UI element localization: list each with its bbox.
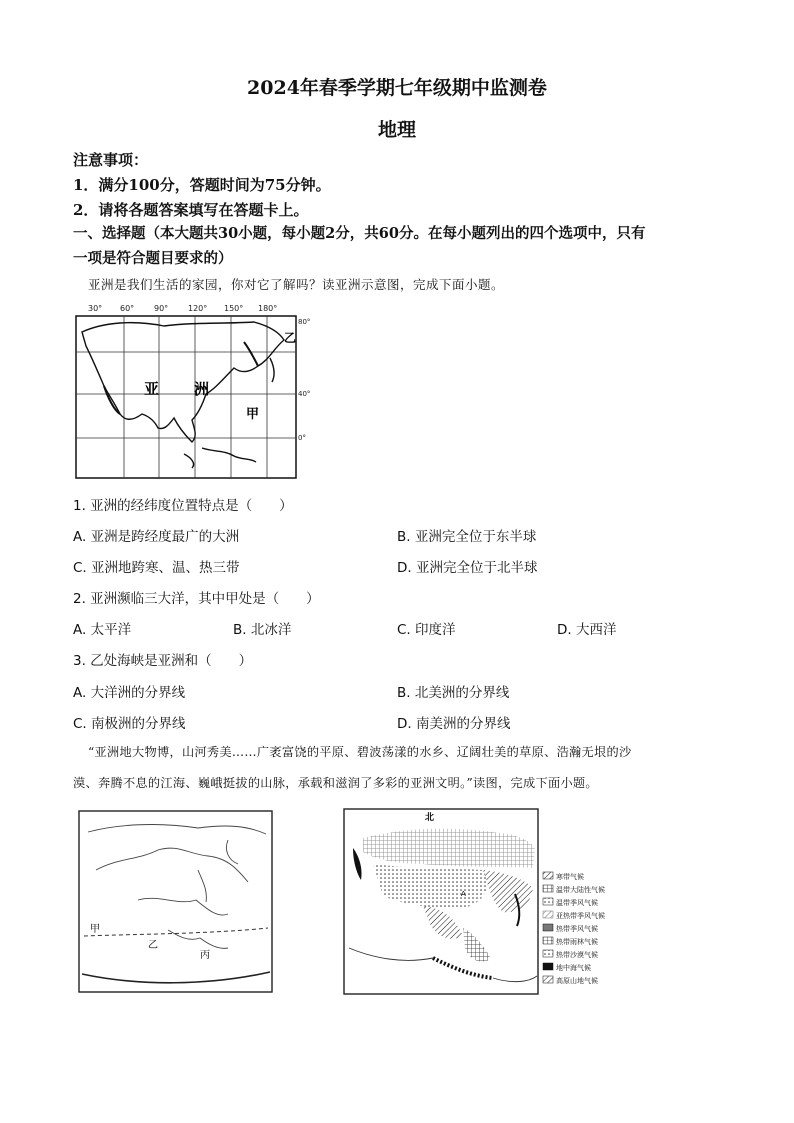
q3-option-b[interactable]: B. 北美洲的分界线 [397, 685, 510, 701]
notes-heading: 注意事项： [73, 151, 149, 169]
climate-legend [543, 872, 605, 985]
q3-option-a[interactable]: A. 大洋洲的分界线 [73, 685, 186, 701]
lat-label-40: 40° [298, 390, 311, 398]
lon-label-90: 90° [154, 304, 169, 313]
asia-climate-map [343, 808, 618, 996]
map-lat-labels [298, 318, 310, 442]
q1-option-c[interactable]: C. 亚洲地跨寒、温、热三带 [73, 560, 240, 576]
lat-label-0: 0° [298, 434, 306, 442]
legend-item-3: 温带季风气候 [556, 899, 598, 907]
q2-option-c[interactable]: C. 印度洋 [397, 622, 456, 638]
equator-curve [82, 972, 270, 983]
lon-label-60: 60° [120, 304, 135, 313]
q3-option-d[interactable]: D. 南美洲的分界线 [397, 716, 511, 732]
legend-item-1: 寒带气候 [556, 873, 584, 881]
legend-item-8: 地中海气候 [556, 964, 591, 972]
q1-option-b[interactable]: B. 亚洲完全位于东半球 [397, 529, 537, 545]
q2-option-d[interactable]: D. 大西洋 [557, 622, 617, 638]
q2-option-a[interactable]: A. 太平洋 [73, 622, 132, 638]
q2-option-b[interactable]: B. 北冰洋 [233, 622, 292, 638]
note-item-2: 2．请将各题答案填写在答题卡上。 [73, 201, 309, 219]
page-title: 2024年春季学期七年级期中监测卷 [247, 77, 547, 99]
lon-label-120: 120° [188, 304, 208, 313]
q1-option-d[interactable]: D. 亚洲完全位于北半球 [397, 560, 538, 576]
outline-map-coast [88, 825, 266, 949]
asia-map [74, 302, 324, 482]
asia-outline-map [78, 810, 274, 994]
intro-text-2-line1: “亚洲地大物博，山河秀美……广袤富饶的平原、碧波荡漾的水乡、辽阔壮美的草原、浩瀚无垠的沙 [88, 745, 632, 759]
lon-label-30: 30° [88, 304, 103, 313]
section-heading-line1: 一、选择题（本大题共30小题，每小题2分，共60分。在每小题列出的四个选项中，只有 [73, 225, 646, 242]
q1-option-a[interactable]: A. 亚洲是跨经度最广的大洲 [73, 529, 240, 545]
intro-text-1: 亚洲是我们生活的家园，你对它了解吗？读亚洲示意图，完成下面小题。 [88, 277, 505, 292]
section-heading-line2: 一项是符合题目要求的） [73, 250, 233, 267]
lon-label-150: 150° [224, 304, 244, 313]
map-lon-labels [88, 304, 277, 313]
label-asia-1: 亚 [144, 380, 160, 398]
lat-label-80: 80° [298, 318, 311, 326]
label-jia: 甲 [246, 407, 260, 422]
label-yi: 乙 [284, 331, 297, 345]
map3-label-a: A [461, 890, 466, 898]
climate-regions [353, 829, 535, 978]
lon-label-180: 180° [258, 304, 278, 313]
legend-item-6: 热带雨林气候 [556, 938, 598, 946]
climate-map-coast [349, 948, 537, 982]
question-1-stem: 1. 亚洲的经纬度位置特点是（ ） [73, 498, 293, 514]
map2-label-bing: 丙 [200, 950, 210, 961]
legend-item-9: 高原山地气候 [556, 977, 598, 985]
legend-item-2: 温带大陆性气候 [556, 886, 605, 894]
map2-label-yi: 乙 [148, 940, 158, 951]
coastline-detail [104, 342, 258, 414]
label-asia-2: 洲 [194, 380, 210, 398]
legend-item-4: 亚热带季风气候 [556, 912, 605, 920]
legend-item-5: 热带季风气候 [556, 925, 598, 933]
map3-label-bei: 北 [425, 813, 435, 823]
subject-title: 地理 [377, 119, 416, 141]
question-2-stem: 2. 亚洲濒临三大洋，其中甲处是（ ） [73, 591, 320, 607]
q3-option-c[interactable]: C. 南极洲的分界线 [73, 716, 186, 732]
legend-item-7: 热带沙漠气候 [556, 951, 598, 959]
asia-coastline [82, 322, 284, 468]
question-3-stem: 3. 乙处海峡是亚洲和（ ） [73, 653, 253, 669]
note-item-1: 1．满分100分，答题时间为75分钟。 [73, 176, 331, 194]
map2-label-jia: 甲 [90, 924, 100, 935]
intro-text-2-line2: 漠、奔腾不息的江海、巍峨挺拔的山脉，承载和滋润了多彩的亚洲文明。”读图，完成下面小题。 [73, 776, 598, 790]
